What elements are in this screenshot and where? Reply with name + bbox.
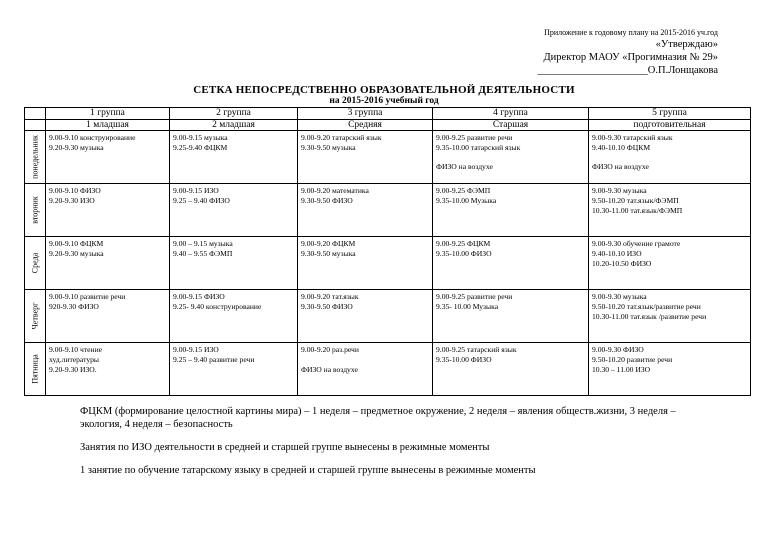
lesson-line: 9.30-9.50 музыка — [301, 142, 356, 152]
schedule-cell — [433, 343, 589, 396]
schedule-cell — [170, 290, 298, 343]
group-header: 4 группа — [433, 108, 589, 120]
lesson-line: 9.00-9.30 музыка — [592, 292, 647, 301]
schedule-table — [24, 107, 751, 396]
group-header: 3 группа — [298, 108, 433, 120]
note-fckm: ФЦКМ (формирование целостной картины мира) – 1 неделя – предметное окружение, 2 неделя – явления обществ.жизни, 3 неделя – экология, 4 неделя – безопасность — [80, 406, 676, 430]
director-line: Директор МАОУ «Прогимназия № 29» — [543, 52, 718, 63]
schedule-cell — [433, 237, 589, 290]
lesson-line: 9.25 – 9.40 ФИЗО — [173, 195, 230, 205]
group-age-header: Старшая — [433, 119, 589, 131]
lesson-line: 9.35-10.00 Музыка — [436, 195, 497, 205]
schedule-cell — [46, 290, 170, 343]
schedule-cell — [589, 131, 751, 184]
note-izo: Занятия по ИЗО деятельности в средней и старшей группе вынесены в режимные моменты — [80, 442, 490, 453]
notes-block — [80, 405, 720, 477]
lesson-line: 920-9.30 ФИЗО — [49, 301, 99, 311]
schedule-cell — [589, 290, 751, 343]
schedule-cell — [433, 184, 589, 237]
approval-title: «Утверждаю» — [655, 39, 718, 50]
lesson-line: 9.00-9.30 ФИЗО — [592, 345, 644, 354]
lesson-line: 9.35- 10.00 Музыка — [436, 301, 499, 311]
lesson-line: 9.50-10.20 тат.язык/развитие речи — [592, 301, 701, 311]
title-main: СЕТКА НЕПОСРЕДСТВЕННО ОБРАЗОВАТЕЛЬНОЙ ДЕЯТЕЛЬНОСТИ — [193, 84, 575, 96]
lesson-line: 9.25- 9.40 конструирование — [173, 301, 262, 311]
lesson-line: 9.00-9.10 развитие речи — [49, 292, 126, 301]
group-age-header: 1 младшая — [46, 119, 170, 131]
lesson-line: 9.20-9.30 ИЗО. — [49, 364, 97, 374]
lesson-line: 9.20-9.30 музыка — [49, 248, 104, 258]
lesson-line: 9.25 – 9.40 развитие речи — [173, 354, 255, 364]
schedule-cell — [46, 237, 170, 290]
title-year: на 2015-2016 учебный год — [329, 96, 439, 106]
lesson-line: 9.20-9.30 музыка — [49, 142, 104, 152]
schedule-cell — [433, 131, 589, 184]
lesson-line: 9.50-10.20 развитие речи — [592, 354, 673, 364]
lesson-line: 10.20-10.50 ФИЗО — [592, 258, 652, 268]
group-age-header: подготовительная — [589, 119, 751, 131]
lesson-line: 9.20-9.30 ИЗО — [49, 195, 95, 205]
lesson-line: 9.40-10.10 ФЦКМ — [592, 142, 651, 152]
lesson-line: 9.30-9.50 ФИЗО — [301, 195, 353, 205]
day-name: понедельник — [30, 135, 40, 179]
lesson-line: 9.35-10.00 ФИЗО — [436, 248, 492, 258]
lesson-line: 9.00-9.20 ФЦКМ — [301, 239, 356, 248]
lesson-line: 9.00 – 9.15 музыка — [173, 239, 233, 248]
group-header: 5 группа — [589, 108, 751, 120]
lesson-line: худ.литературы — [49, 354, 100, 364]
lesson-line: 9.00-9.10 чтение — [49, 345, 103, 354]
lesson-line: 9.00-9.30 обучение грамоте — [592, 239, 681, 248]
group-number-row — [25, 108, 751, 120]
lesson-line: 9.40 – 9.55 ФЭМП — [173, 248, 233, 258]
lesson-line: 9.00-9.15 ИЗО — [173, 345, 219, 354]
day-name-cell — [25, 131, 46, 184]
schedule-cell — [298, 184, 433, 237]
group-age-header: Средняя — [298, 119, 433, 131]
lesson-line: 9.00-9.10 ФИЗО — [49, 186, 101, 195]
blank-line — [592, 153, 748, 163]
schedule-cell — [170, 237, 298, 290]
lesson-line: 10.30-11.00 тат.язык/ФЭМП — [592, 205, 683, 215]
lesson-line: 9.00-9.25 ФЭМП — [436, 186, 491, 195]
day-name-cell — [25, 237, 46, 290]
lesson-line: 9.50-10.20 тат.язык/ФЭМП — [592, 195, 679, 205]
lesson-line: 9.35-10.00 ФИЗО — [436, 354, 492, 364]
signature-line: _____________________О.П.Лонщакова — [537, 65, 718, 76]
lesson-line: 9.00-9.30 музыка — [592, 186, 647, 195]
group-header: 1 группа — [46, 108, 170, 120]
group-age-header: 2 младшая — [170, 119, 298, 131]
day-row-wednesday — [25, 237, 751, 290]
schedule-cell — [46, 343, 170, 396]
day-name: вторник — [30, 196, 40, 224]
schedule-cell — [46, 131, 170, 184]
lesson-line: ФИЗО на воздухе — [436, 162, 493, 172]
document-title — [0, 84, 768, 107]
day-row-friday — [25, 343, 751, 396]
day-row-monday — [25, 131, 751, 184]
day-row-thursday — [25, 290, 751, 343]
schedule-cell — [170, 131, 298, 184]
day-name: Пятница — [30, 354, 40, 384]
lesson-line: 9.00-9.20 тат.язык — [301, 292, 359, 301]
lesson-line: ФИЗО на воздухе — [301, 364, 358, 374]
day-row-tuesday — [25, 184, 751, 237]
lesson-line: 9.40-10.10 ИЗО — [592, 248, 642, 258]
lesson-line: ФИЗО на воздухе — [592, 162, 649, 172]
schedule-cell — [298, 131, 433, 184]
lesson-line: 9.00-9.20 раз.речи — [301, 345, 359, 354]
lesson-line: 9.00-9.25 развитие речи — [436, 292, 513, 301]
lesson-line: 9.00-9.15 ФИЗО — [173, 292, 225, 301]
schedule-cell — [46, 184, 170, 237]
blank-line — [436, 153, 586, 163]
corner-cell — [25, 108, 46, 120]
lesson-line: 9.25-9.40 ФЦКМ — [173, 142, 228, 152]
lesson-line: 9.00-9.20 татарский язык — [301, 133, 382, 142]
lesson-line: 9.30-9.50 ФИЗО — [301, 301, 353, 311]
schedule-cell — [589, 184, 751, 237]
day-name-cell — [25, 184, 46, 237]
corner-cell — [25, 119, 46, 131]
schedule-cell — [170, 343, 298, 396]
lesson-line: 9.00-9.15 ИЗО — [173, 186, 219, 195]
schedule-cell — [589, 237, 751, 290]
appendix-note: Приложение к годовому плану на 2015-2016 уч.год — [544, 28, 718, 37]
approval-block — [538, 28, 718, 77]
schedule-cell — [298, 237, 433, 290]
note-tatar: 1 занятие по обучение татарскому языку в средней и старшей группе вынесены в режимные моменты — [80, 465, 536, 476]
lesson-line: 9.00-9.20 математика — [301, 186, 369, 195]
lesson-line: 9.00-9.10 ФЦКМ — [49, 239, 104, 248]
schedule-cell — [589, 343, 751, 396]
lesson-line: 9.00-9.10 конструирование — [49, 133, 136, 142]
group-header: 2 группа — [170, 108, 298, 120]
group-age-row — [25, 119, 751, 131]
schedule-cell — [433, 290, 589, 343]
lesson-line: 9.00-9.30 татарский язык — [592, 133, 673, 142]
schedule-cell — [298, 290, 433, 343]
day-name: Среда — [30, 252, 40, 274]
lesson-line: 10.30-11.00 тат.язык /развитие речи — [592, 311, 707, 321]
blank-line — [301, 355, 430, 365]
day-name: Четверг — [30, 302, 40, 330]
schedule-cell — [298, 343, 433, 396]
lesson-line: 9.30-9.50 музыка — [301, 248, 356, 258]
lesson-line: 9.35-10.00 татарский язык — [436, 142, 521, 152]
lesson-line: 10.30 – 11.00 ИЗО — [592, 364, 651, 374]
lesson-line: 9.00-9.25 развитие речи — [436, 133, 513, 142]
lesson-line: 9.00-9.15 музыка — [173, 133, 228, 142]
lesson-line: 9.00-9.25 ФЦКМ — [436, 239, 491, 248]
schedule-cell — [170, 184, 298, 237]
day-name-cell — [25, 290, 46, 343]
lesson-line: 9.00-9.25 татарский язык — [436, 345, 517, 354]
day-name-cell — [25, 343, 46, 396]
